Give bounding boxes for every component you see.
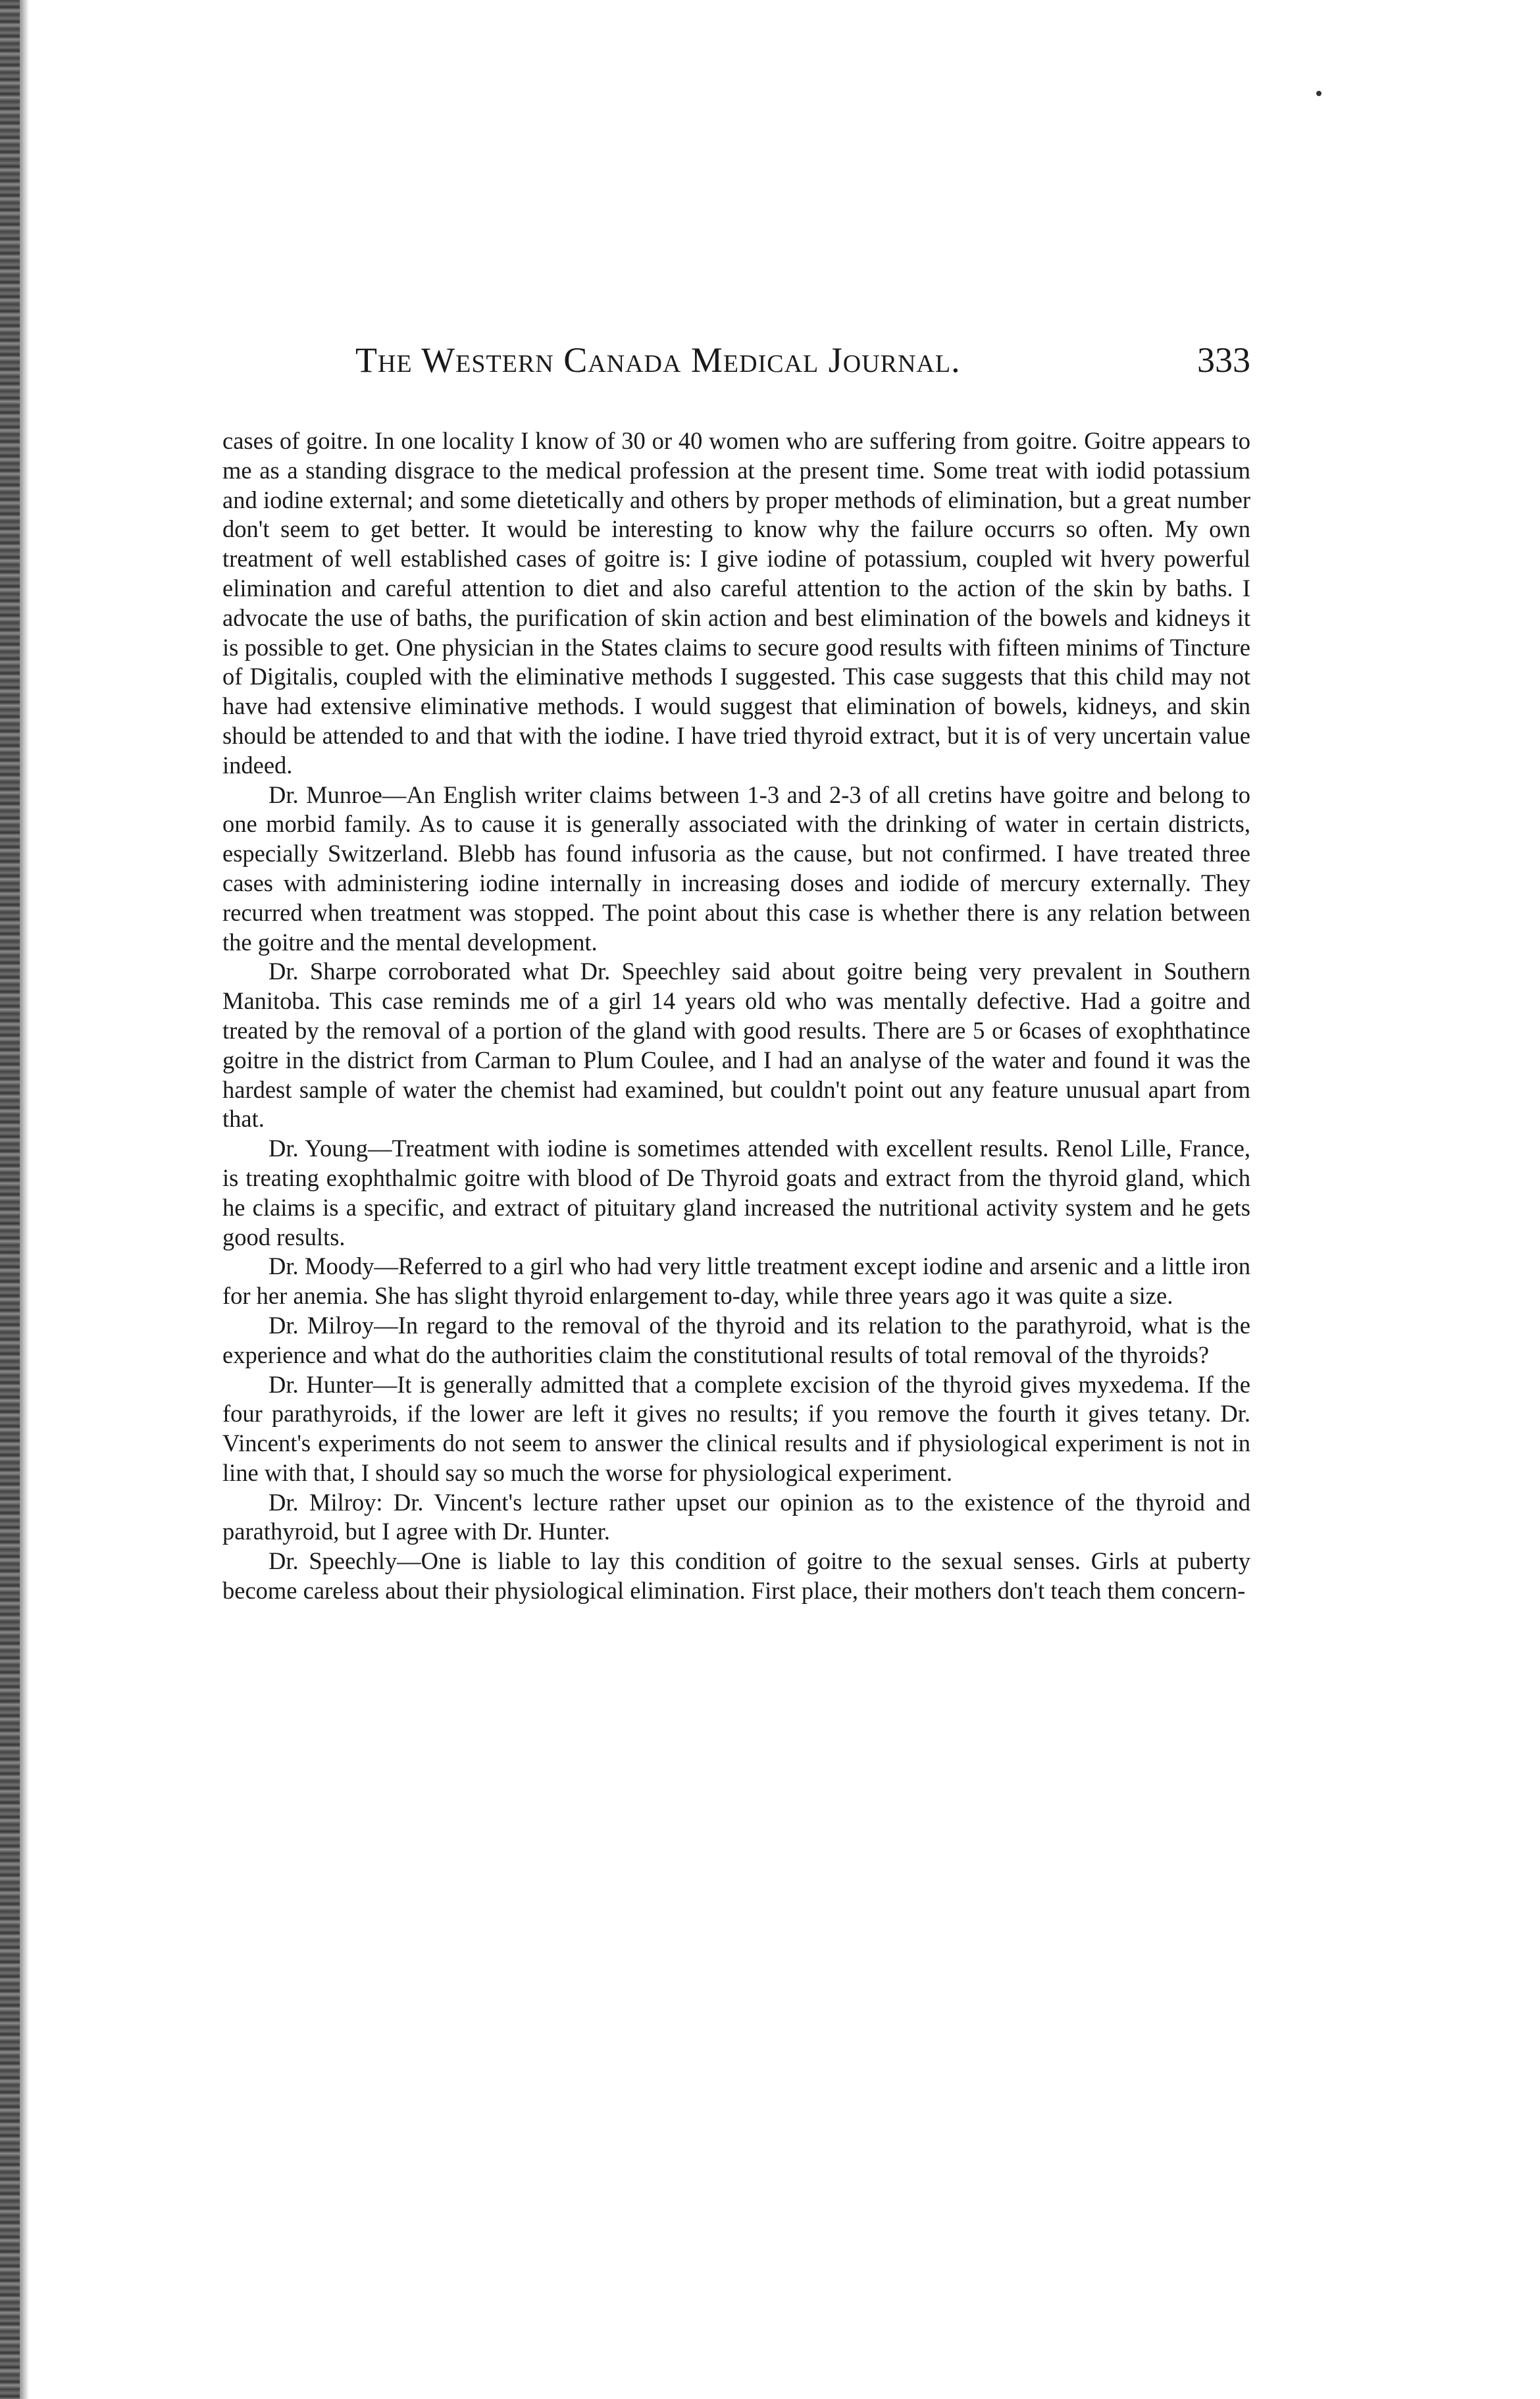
paragraph-milroy: Dr. Milroy—In regard to the removal of the thyroid and its relation to the parathyroid, what is the experience and what do the authorities claim the constitutional results of total removal of the thyroids? (222, 1311, 1250, 1368)
article-body (222, 426, 1250, 1606)
journal-title: The Western Canada Medical Journal. (355, 340, 961, 380)
running-header (355, 340, 1264, 392)
book-spine-edge (0, 0, 20, 2399)
paragraph-speechly: Dr. Speechly—One is liable to lay this condition of goitre to the sexual senses. Girls at puberty become careless about their physiological elimination. First place, their mothers don't teach them concern- (222, 1547, 1250, 1605)
paragraph-hunter: Dr. Hunter—It is generally admitted that a complete excision of the thyroid gives myxedema. If the four parathyroids, if the lower are left it gives no results; if you remove the fourth it gives tetany. Dr. Vincent's experiments do not seem to answer the clinical results and if physiological experiment is not in line with that, I should say so much the worse for physiological experiment. (222, 1370, 1250, 1486)
scan-speck (1316, 91, 1322, 96)
page-number: 333 (1197, 340, 1250, 380)
paragraph-moody: Dr. Moody—Referred to a girl who had very little treatment except iodine and arsenic and a little iron for her anemia. She has slight thyroid enlargement to-day, while three years ago it was quite a size. (222, 1252, 1250, 1310)
paragraph-continuation: cases of goitre. In one locality I know of 30 or 40 women who are suffering from goitre. Goitre appears to me as a standing disgrace to the medical profession at the present time. Some treat with iodid potassium and iodine external; and some dietetically and others by proper methods of elimination, but a great number don't seem to get better. It would be interesting to know why the failure occurrs so often. My own treatment of well established cases of goitre is: I give iodine of potassium, coupled wit hvery powerful elimination and careful attention to diet and also careful attention to the action of the skin by baths. I advocate the use of baths, the purification of skin action and best elimination of the bowels and kidneys it is possible to get. One physician in the States claims to secure good results with fifteen minims of Tincture of Digitalis, coupled with the eliminative methods I suggested. This case suggests that this child may not have had extensive eliminative methods. I would suggest that elimination of bowels, kidneys, and skin should be attended to and that with the iodine. I have tried thyroid extract, but it is of very uncertain value indeed. (222, 427, 1250, 779)
spine-shadow (20, 0, 29, 2399)
paragraph-munroe: Dr. Munroe—An English writer claims between 1-3 and 2-3 of all cretins have goitre and belong to one morbid family. As to cause it is generally associated with the drinking of water in certain districts, especially Switzerland. Blebb has found infusoria as the cause, but not confirmed. I have treated three cases with administering iodine internally in increasing doses and iodide of mercury externally. They recurred when treatment was stopped. The point about this case is whether there is any relation between the goitre and the mental development. (222, 781, 1250, 956)
paragraph-sharpe: Dr. Sharpe corroborated what Dr. Speechley said about goitre being very prevalent in Southern Manitoba. This case reminds me of a girl 14 years old who was mentally defective. Had a goitre and treated by the removal of a portion of the gland with good results. There are 5 or 6cases of exophthatince goitre in the district from Carman to Plum Coulee, and I had an analyse of the water and found it was the hardest sample of water the chemist had examined, but couldn't point out any feature unusual apart from that. (222, 958, 1250, 1133)
paragraph-milroy-reply: Dr. Milroy: Dr. Vincent's lecture rather upset our opinion as to the existence of the thyroid and parathyroid, but I agree with Dr. Hunter. (222, 1488, 1250, 1545)
paragraph-young: Dr. Young—Treatment with iodine is sometimes attended with excellent results. Renol Lille, France, is treating exophthalmic goitre with blood of De Thyroid goats and extract from the thyroid gland, which he claims is a specific, and extract of pituitary gland increased the nutritional activity system and he gets good results. (222, 1135, 1250, 1251)
